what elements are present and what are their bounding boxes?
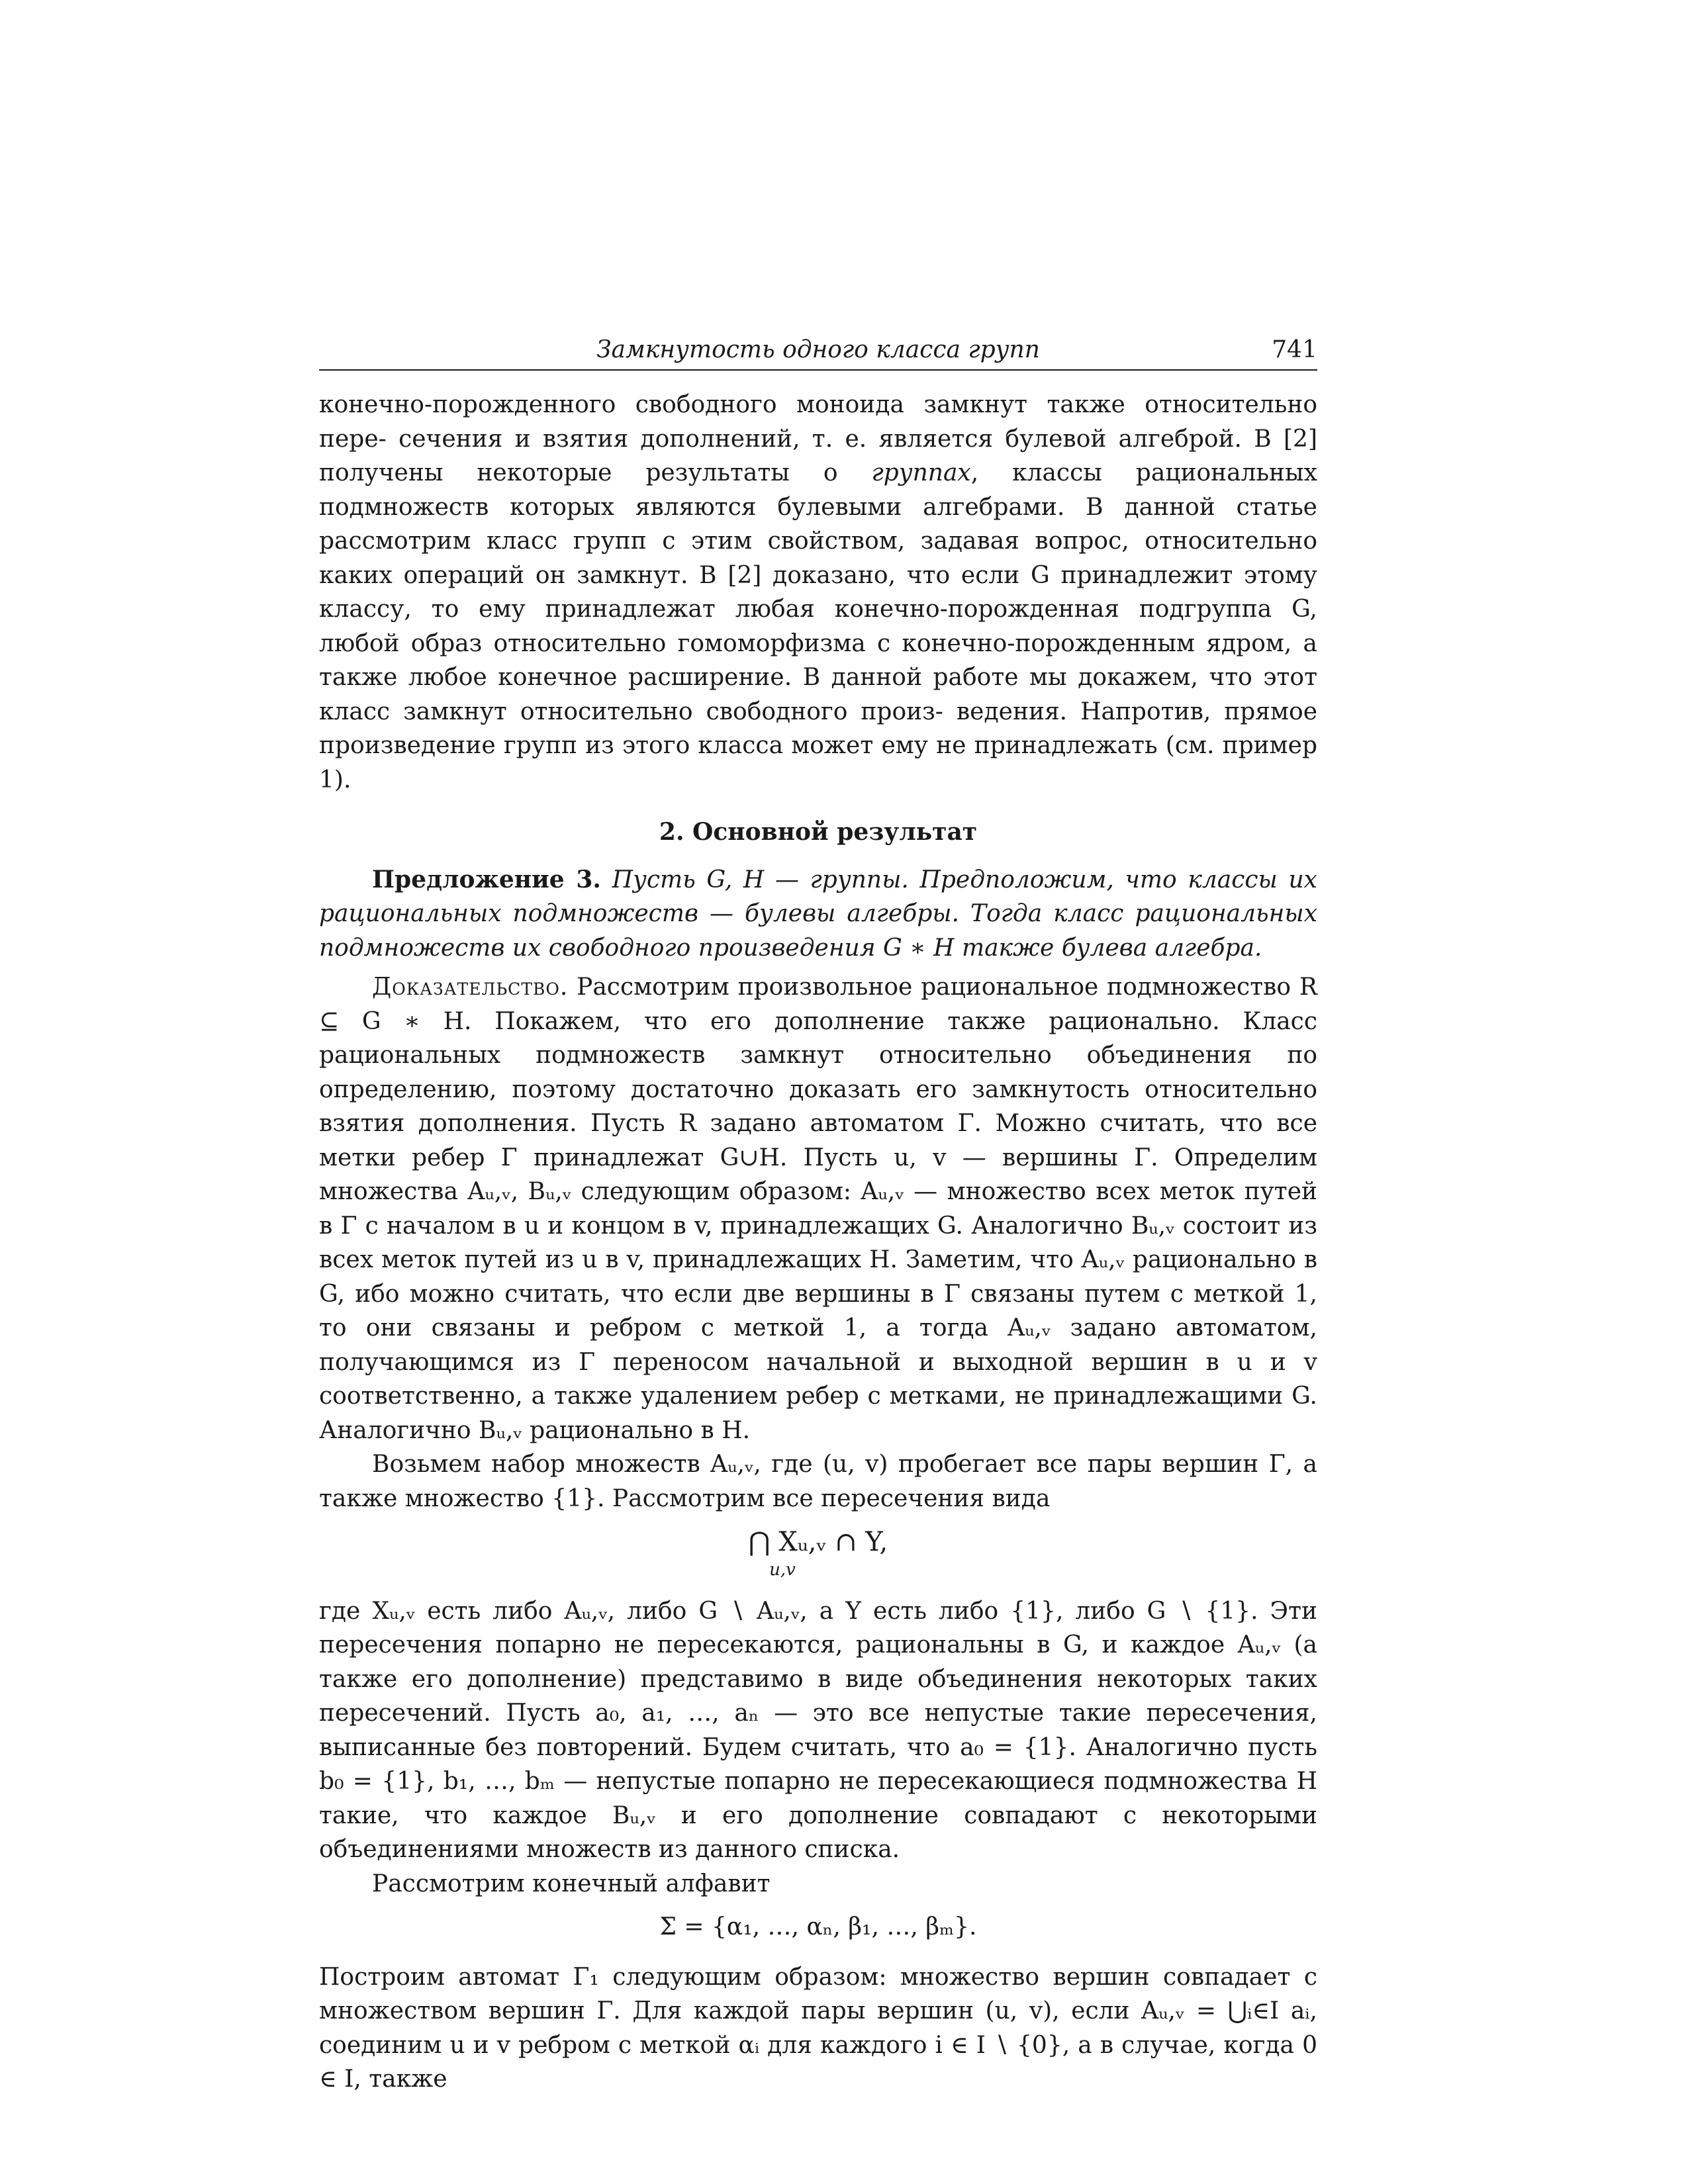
page-number: 741	[1272, 336, 1317, 363]
intro-paragraph	[319, 388, 1317, 797]
proposition-text: Пусть G, H — группы. Предположим, что классы их рациональных подмножеств — булевы алгебры. Тогда класс рациональных подмножеств их свободного произведения G ∗ H также булева алгебра.	[319, 866, 1317, 962]
intro-line: работе мы докажем, что этот класс замкнут относительно свободного произ-	[319, 664, 1317, 725]
intro-line: являются булевыми алгебрами. В данной статье рассмотрим класс групп с	[319, 493, 1317, 555]
intersection-formula-subscript: u,v	[769, 1560, 796, 1580]
proposition-label: Предложение 3.	[372, 865, 601, 893]
article-body	[319, 388, 1317, 2097]
intro-line: ведения. Напротив, прямое произведение групп из этого класса может ему не	[319, 698, 1317, 759]
section-heading: 2. Основной результат	[659, 818, 978, 846]
proof-paragraph	[319, 970, 1317, 1447]
journal-page	[319, 331, 1317, 2097]
running-title: Замкнутость одного класса групп	[596, 336, 1040, 363]
paragraph-alphabet: Рассмотрим конечный алфавит	[372, 1870, 771, 1897]
intersection-formula	[319, 1527, 1317, 1580]
intro-line: с конечно-порожденным ядром, а также любое конечное расширение. В данной	[319, 629, 1317, 691]
intro-line: сечения и взятия дополнений, т. е. является булевой алгеброй. В [2] получены	[319, 425, 1317, 486]
intro-line: некоторые результаты о	[477, 459, 872, 486]
intro-line: , классы рациональных подмножеств которых	[319, 459, 1318, 521]
alphabet-formula: Σ = {α₁, …, αₙ, β₁, …, βₘ}.	[659, 1913, 977, 1941]
running-header	[319, 331, 1317, 371]
proof-label: Доказательство.	[372, 974, 569, 1001]
intersection-formula-main: ⋂ Xᵤ,ᵥ ∩ Y,	[748, 1527, 888, 1557]
proof-text: Рассмотрим произвольное рациональное подмножество R ⊆ G ∗ H. Покажем, что его дополнение также рационально. Класс рациональных подмножеств замкнут относительно объединения по определению, поэтому достаточно доказать его замкнутость относительно взятия дополнения. Пусть R задано автоматом Γ. Можно считать, что все метки ребер Γ принадлежат G∪H. Пусть u, v — вершины Γ. Определим множества Aᵤ,ᵥ, Bᵤ,ᵥ следующим образом: Aᵤ,ᵥ — множество всех меток путей в Γ с началом в u и концом в v, принадлежащих G. Аналогично Bᵤ,ᵥ состоит из всех меток путей из u в v, принадлежащих H. Заметим, что Aᵤ,ᵥ рационально в G, ибо можно считать, что если две вершины в Γ связаны путем с меткой 1, то они связаны и ребром с меткой 1, а тогда Aᵤ,ᵥ задано автоматом, получающимся из Γ переносом начальной и выходной вершин в u и v соответственно, а также удалением ребер с метками, не принадлежащими G. Аналогично Bᵤ,ᵥ рационально в H.	[319, 974, 1317, 1444]
paragraph-sets: Возьмем набор множеств Aᵤ,ᵥ, где (u, v) пробегает все пары вершин Γ, а также множество {1}. Рассмотрим все пересечения вида	[319, 1451, 1317, 1512]
intro-line: этим свойством, задавая вопрос, относительно каких операций он замкнут. В	[319, 527, 1317, 589]
intro-line: конечно-порожденная подгруппа G, любой образ относительно гомоморфизма	[319, 596, 1317, 657]
paragraph-intersections: где Xᵤ,ᵥ есть либо Aᵤ,ᵥ, либо G ∖ Aᵤ,ᵥ, а Y есть либо {1}, либо G ∖ {1}. Эти пересечения попарно не пересекаются, рациональны в G, и каждое Aᵤ,ᵥ (а также его дополнение) представимо в виде объединения некоторых таких пересечений. Пусть a₀, a₁, …, aₙ — это все непустые такие пересечения, выписанные без повторений. Будем считать, что a₀ = {1}. Аналогично пусть b₀ = {1}, b₁, …, bₘ — непустые попарно не пересекающиеся подмножества H такие, что каждое Bᵤ,ᵥ и его дополнение совпадают с некоторыми объединениями множеств из данного списка.	[319, 1597, 1317, 1864]
intro-line: принадлежать (см. пример 1).	[319, 732, 1317, 794]
intro-line: [2] доказано, что если G принадлежит этому классу, то ему принадлежат любая	[319, 561, 1317, 623]
emphasis-groups: группах	[871, 459, 971, 486]
paragraph-automaton: Построим автомат Γ₁ следующим образом: множество вершин совпадает с множеством вершин Γ. Для каждой пары вершин (u, v), если Aᵤ,ᵥ = ⋃ᵢ∈I aᵢ, соединим u и v ребром с меткой αᵢ для каждого i ∈ I ∖ {0}, а в случае, когда 0 ∈ I, также	[319, 1963, 1317, 2093]
intro-line: конечно-порожденного свободного моноида замкнут также относительно пере-	[319, 391, 1317, 453]
proposition	[319, 863, 1317, 966]
